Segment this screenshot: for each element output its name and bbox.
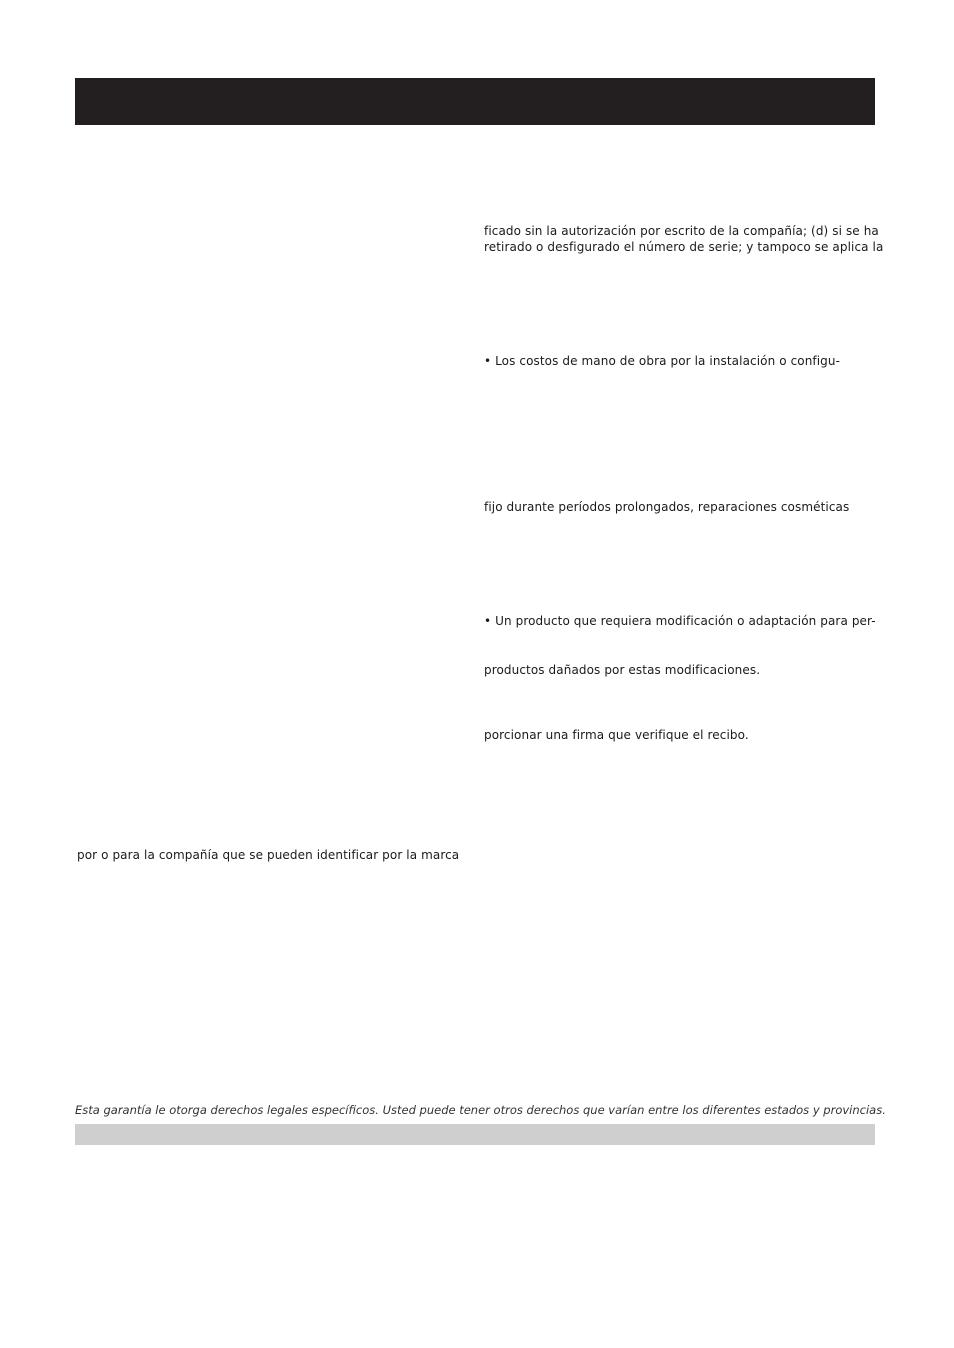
- right-text-line: porcionar una firma que verifique el recibo.: [484, 728, 749, 742]
- header-bar: [75, 78, 875, 125]
- footer-legal-note: Esta garantía le otorga derechos legales específicos. Usted puede tener otros derechos que varían entre los diferentes estados y provincias.: [75, 1103, 886, 1117]
- bullet-item-labor-costs: • Los costos de mano de obra por la instalación o configu-: [484, 354, 841, 368]
- right-text-line: retirado o desfigurado el número de serie; y tampoco se aplica la: [484, 240, 884, 254]
- right-text-line: fijo durante períodos prolongados, reparaciones cosméticas: [484, 500, 850, 514]
- left-text-line: por o para la compañía que se pueden identificar por la marca: [77, 848, 460, 862]
- right-text-line: productos dañados por estas modificaciones.: [484, 663, 761, 677]
- footer-bar: [75, 1124, 875, 1145]
- right-text-line: ficado sin la autorización por escrito de la compañía; (d) si se ha: [484, 224, 879, 238]
- bullet-item-modification: • Un producto que requiera modificación o adaptación para per-: [484, 614, 876, 628]
